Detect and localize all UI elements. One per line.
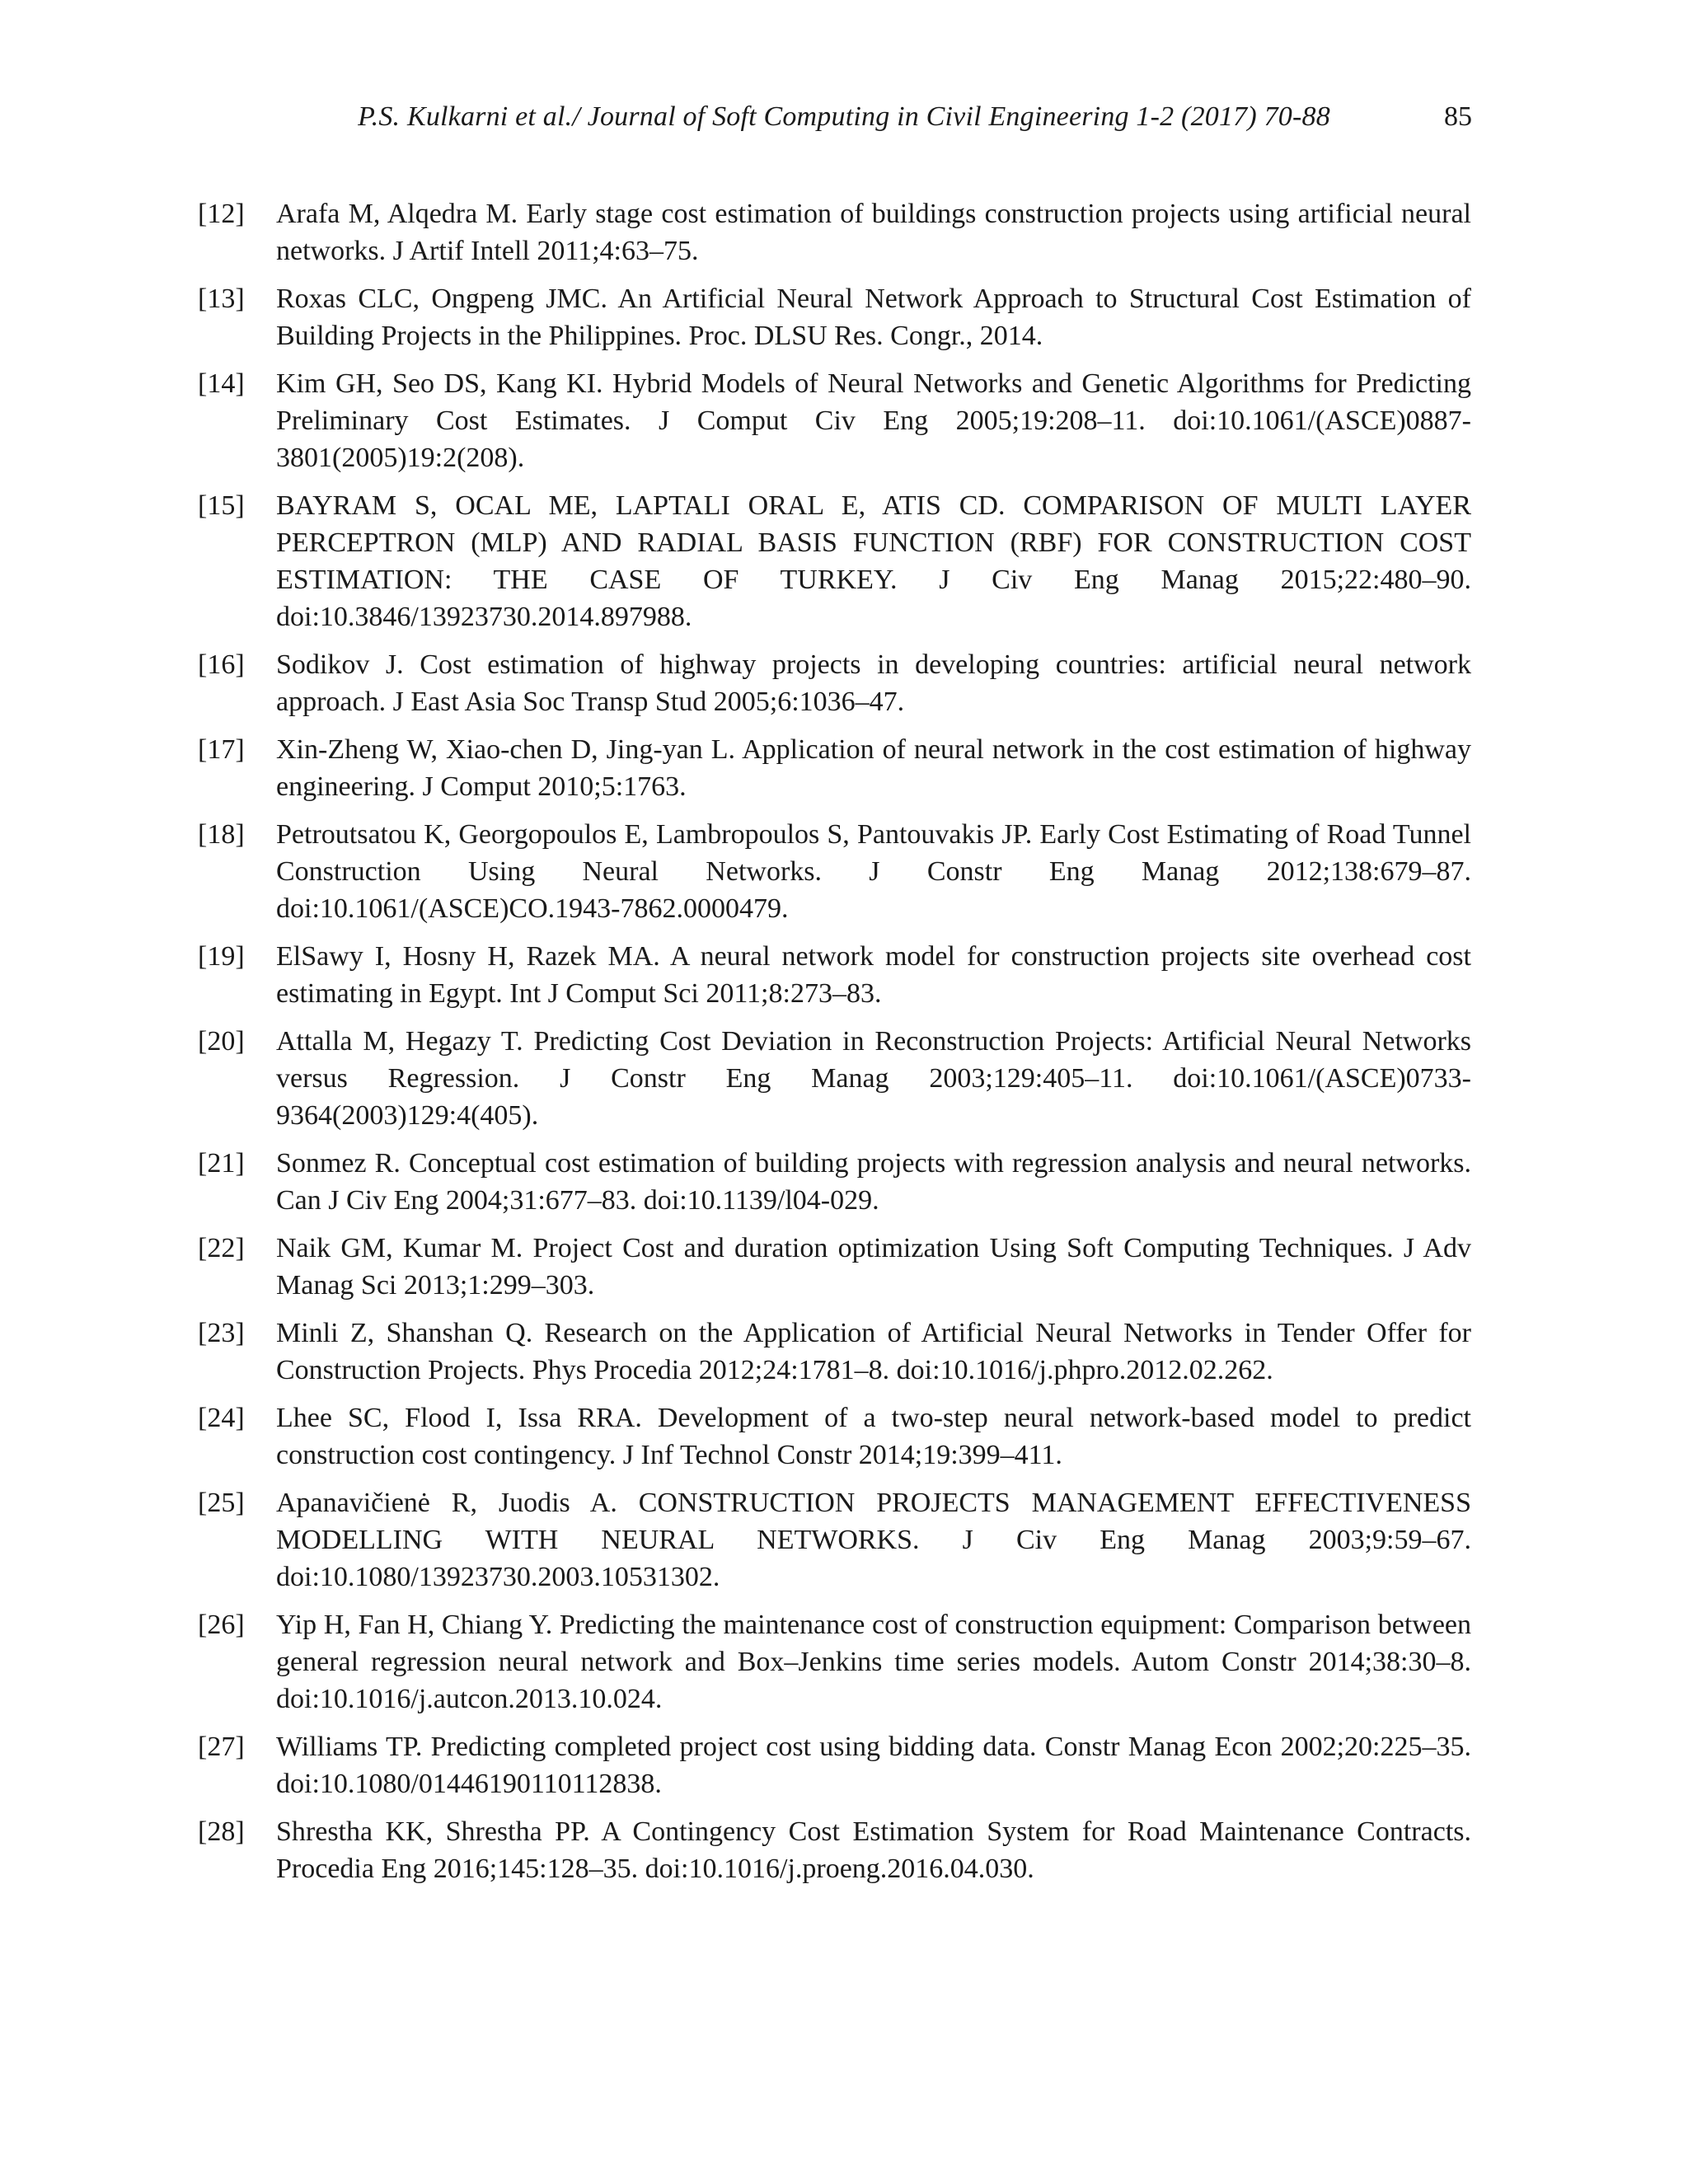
- reference-entry: [198, 731, 1471, 805]
- reference-text: Naik GM, Kumar M. Project Cost and duration optimization Using Soft Computing Techniques. J Adv Manag Sci 2013;1:299–303.: [276, 1233, 1471, 1301]
- reference-entry: [198, 646, 1471, 720]
- reference-label: [24]: [198, 1403, 245, 1433]
- reference-text: Minli Z, Shanshan Q. Research on the Application of Artificial Neural Networks in Tender Offer for Construction Projects. Phys Procedia 2012;24:1781–8. doi:10.1016/j.phpro.2012.02.262.: [276, 1318, 1471, 1385]
- reference-label: [28]: [198, 1816, 245, 1847]
- reference-entry: [198, 1728, 1471, 1802]
- reference-entry: [198, 280, 1471, 354]
- reference-entry: [198, 365, 1471, 476]
- reference-entry: [198, 1813, 1471, 1887]
- reference-text: Kim GH, Seo DS, Kang KI. Hybrid Models of Neural Networks and Genetic Algorithms for Predicting Preliminary Cost Estimates. J Comput Civ Eng 2005;19:208–11. doi:10.1061/(ASCE)0887-3801(2005)19:2(208).: [276, 368, 1471, 473]
- reference-entry: [198, 1230, 1471, 1304]
- reference-label: [17]: [198, 734, 245, 765]
- reference-entry: [198, 816, 1471, 927]
- reference-text: Lhee SC, Flood I, Issa RRA. Development of a two-step neural network-based model to predict construction cost contingency. J Inf Technol Constr 2014;19:399–411.: [276, 1403, 1471, 1470]
- reference-entry: [198, 1484, 1471, 1596]
- reference-text: Sonmez R. Conceptual cost estimation of building projects with regression analysis and neural networks. Can J Civ Eng 2004;31:677–83. doi:10.1139/l04-029.: [276, 1148, 1471, 1216]
- reference-entry: [198, 487, 1471, 635]
- reference-entry: [198, 1023, 1471, 1134]
- reference-text: Attalla M, Hegazy T. Predicting Cost Deviation in Reconstruction Projects: Artificial Neural Networks versus Regression. J Constr Eng Manag 2003;129:405–11. doi:10.1061/(ASCE)0733-9364(2003)129:4(405).: [276, 1026, 1471, 1131]
- reference-label: [20]: [198, 1026, 245, 1057]
- reference-text: Yip H, Fan H, Chiang Y. Predicting the maintenance cost of construction equipment: Comparison between general regression neural network and Box–Jenkins time series models. Autom Constr 2014;38:30–8. doi:10.1016/j.autcon.2013.10.024.: [276, 1610, 1471, 1714]
- page-header: [0, 97, 1688, 137]
- reference-text: Xin-Zheng W, Xiao-chen D, Jing-yan L. Application of neural network in the cost estimation of highway engineering. J Comput 2010;5:1763.: [276, 734, 1471, 802]
- reference-entry: [198, 1315, 1471, 1389]
- running-title: P.S. Kulkarni et al./ Journal of Soft Computing in Civil Engineering 1-2 (2017) 70-88: [358, 101, 1330, 132]
- reference-label: [16]: [198, 649, 245, 680]
- reference-label: [22]: [198, 1233, 245, 1263]
- reference-label: [15]: [198, 490, 245, 521]
- reference-text: Shrestha KK, Shrestha PP. A Contingency Cost Estimation System for Road Maintenance Contracts. Procedia Eng 2016;145:128–35. doi:10.1016/j.proeng.2016.04.030.: [276, 1816, 1471, 1884]
- reference-entry: [198, 195, 1471, 269]
- reference-label: [21]: [198, 1148, 245, 1179]
- reference-label: [19]: [198, 941, 245, 972]
- reference-text: Petroutsatou K, Georgopoulos E, Lambropoulos S, Pantouvakis JP. Early Cost Estimating of Road Tunnel Construction Using Neural Networks. J Constr Eng Manag 2012;138:679–87. doi:10.1061/(ASCE)CO.1943-7862.0000479.: [276, 819, 1471, 924]
- reference-label: [18]: [198, 819, 245, 850]
- reference-text: Roxas CLC, Ongpeng JMC. An Artificial Neural Network Approach to Structural Cost Estimation of Building Projects in the Philippines. Proc. DLSU Res. Congr., 2014.: [276, 284, 1471, 351]
- reference-text: Sodikov J. Cost estimation of highway projects in developing countries: artificial neural network approach. J East Asia Soc Transp Stud 2005;6:1036–47.: [276, 649, 1471, 717]
- reference-entry: [198, 1145, 1471, 1219]
- reference-text: Arafa M, Alqedra M. Early stage cost estimation of buildings construction projects using artificial neural networks. J Artif Intell 2011;4:63–75.: [276, 199, 1471, 266]
- reference-label: [26]: [198, 1610, 245, 1640]
- reference-label: [23]: [198, 1318, 245, 1348]
- reference-entry: [198, 1606, 1471, 1718]
- reference-list: [198, 195, 1471, 1898]
- reference-entry: [198, 1399, 1471, 1474]
- reference-label: [12]: [198, 199, 245, 229]
- reference-text: BAYRAM S, OCAL ME, LAPTALI ORAL E, ATIS CD. COMPARISON OF MULTI LAYER PERCEPTRON (MLP) AND RADIAL BASIS FUNCTION (RBF) FOR CONSTRUCTION COST ESTIMATION: THE CASE OF TURKEY. J Civ Eng Manag 2015;22:480–90. doi:10.3846/13923730.2014.897988.: [276, 490, 1471, 632]
- reference-label: [14]: [198, 368, 245, 399]
- page-number: 85: [1444, 101, 1472, 132]
- reference-text: ElSawy I, Hosny H, Razek MA. A neural network model for construction projects site overhead cost estimating in Egypt. Int J Comput Sci 2011;8:273–83.: [276, 941, 1471, 1009]
- reference-text: Williams TP. Predicting completed project cost using bidding data. Constr Manag Econ 2002;20:225–35. doi:10.1080/01446190110112838.: [276, 1732, 1471, 1799]
- reference-label: [13]: [198, 284, 245, 314]
- reference-label: [27]: [198, 1732, 245, 1762]
- reference-entry: [198, 938, 1471, 1012]
- reference-text: Apanavičienė R, Juodis A. CONSTRUCTION PROJECTS MANAGEMENT EFFECTIVENESS MODELLING WITH NEURAL NETWORKS. J Civ Eng Manag 2003;9:59–67. doi:10.1080/13923730.2003.10531302.: [276, 1488, 1471, 1592]
- reference-label: [25]: [198, 1488, 245, 1518]
